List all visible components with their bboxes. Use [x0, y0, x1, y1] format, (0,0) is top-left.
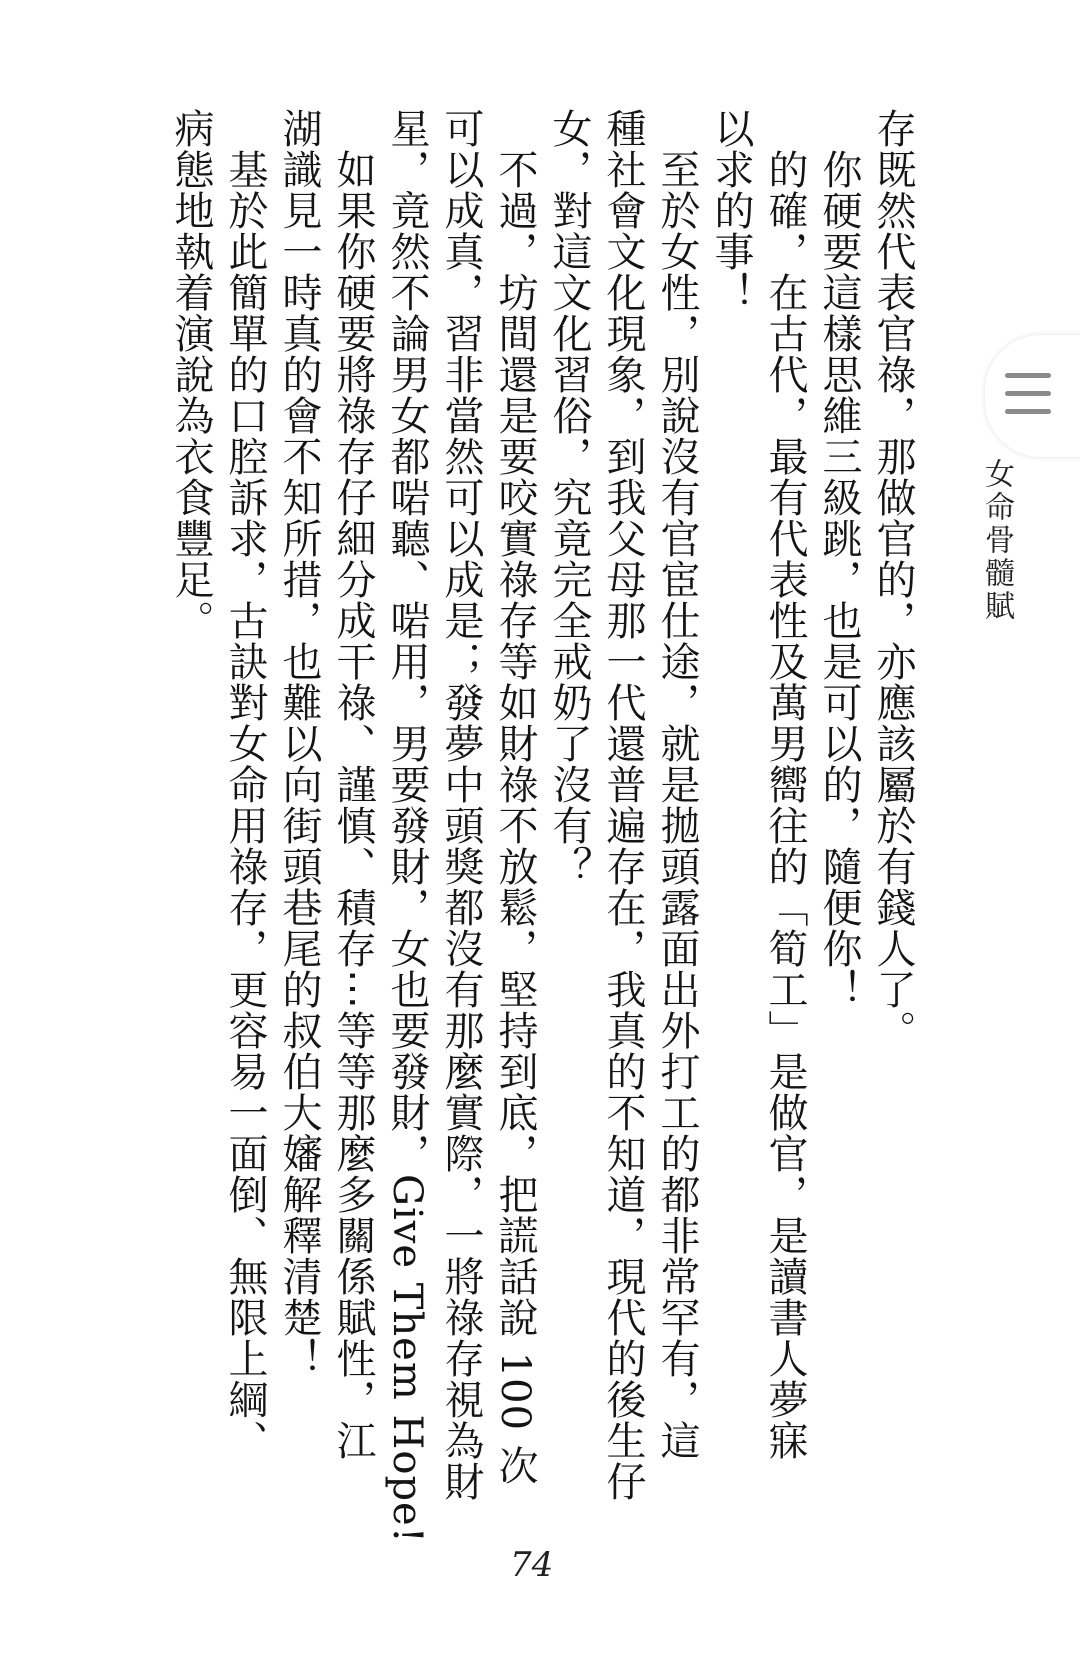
text-column: 你硬要這樣思維三級跳，也是可以的，隨便你！ [816, 108, 862, 1010]
text-column: 基於此簡單的口腔訴求，古訣對女命用祿存，更容易一面倒、無限上綱、 [222, 108, 268, 1461]
text-column: 的確，在古代，最有代表性及萬男嚮往的「筍工」是做官，是讀書人夢寐 [762, 108, 808, 1461]
page-number: 74 [510, 1545, 554, 1585]
text-column: 存既然代表官祿，那做官的，亦應該屬於有錢人了。 [870, 108, 916, 1051]
text-column: 至於女性，別說沒有官宦仕途，就是拋頭露面出外打工的都非常罕有，這 [654, 108, 700, 1461]
text-column: 如果你硬要將祿存仔細分成干祿、謹慎、積存⋯等等那麼多關係賦性，江 [330, 108, 376, 1461]
text-column: 種社會文化現象，到我父母那一代還普遍存在，我真的不知道，現代的後生仔 [600, 108, 646, 1502]
text-column: 可以成真，習非當然可以成是；發夢中頭獎都沒有那麼實際，一將祿存視為財 [438, 108, 484, 1502]
text-column: 病態地執着演說為衣食豐足。 [168, 108, 214, 641]
text-column: 星，竟然不論男女都啱聽、啱用，男要發財，女也要發財，Give Them Hope! [384, 108, 430, 1544]
body-text [120, 108, 920, 1544]
text-column: 女，對這文化習俗，究竟完全戒奶了沒有？ [546, 108, 592, 887]
text-column: 以求的事！ [708, 108, 754, 313]
text-column: 湖識見一時真的會不知所措，也難以向街頭巷尾的叔伯大嬸解釋清楚！ [276, 108, 322, 1379]
book-title: 女命骨髓賦 [979, 458, 1014, 623]
hamburger-menu-icon [1005, 373, 1051, 415]
text-column: 不過，坊間還是要咬實祿存等如財祿不放鬆，堅持到底，把謊話說 100 次 [492, 108, 538, 1486]
menu-button[interactable] [985, 335, 1080, 457]
